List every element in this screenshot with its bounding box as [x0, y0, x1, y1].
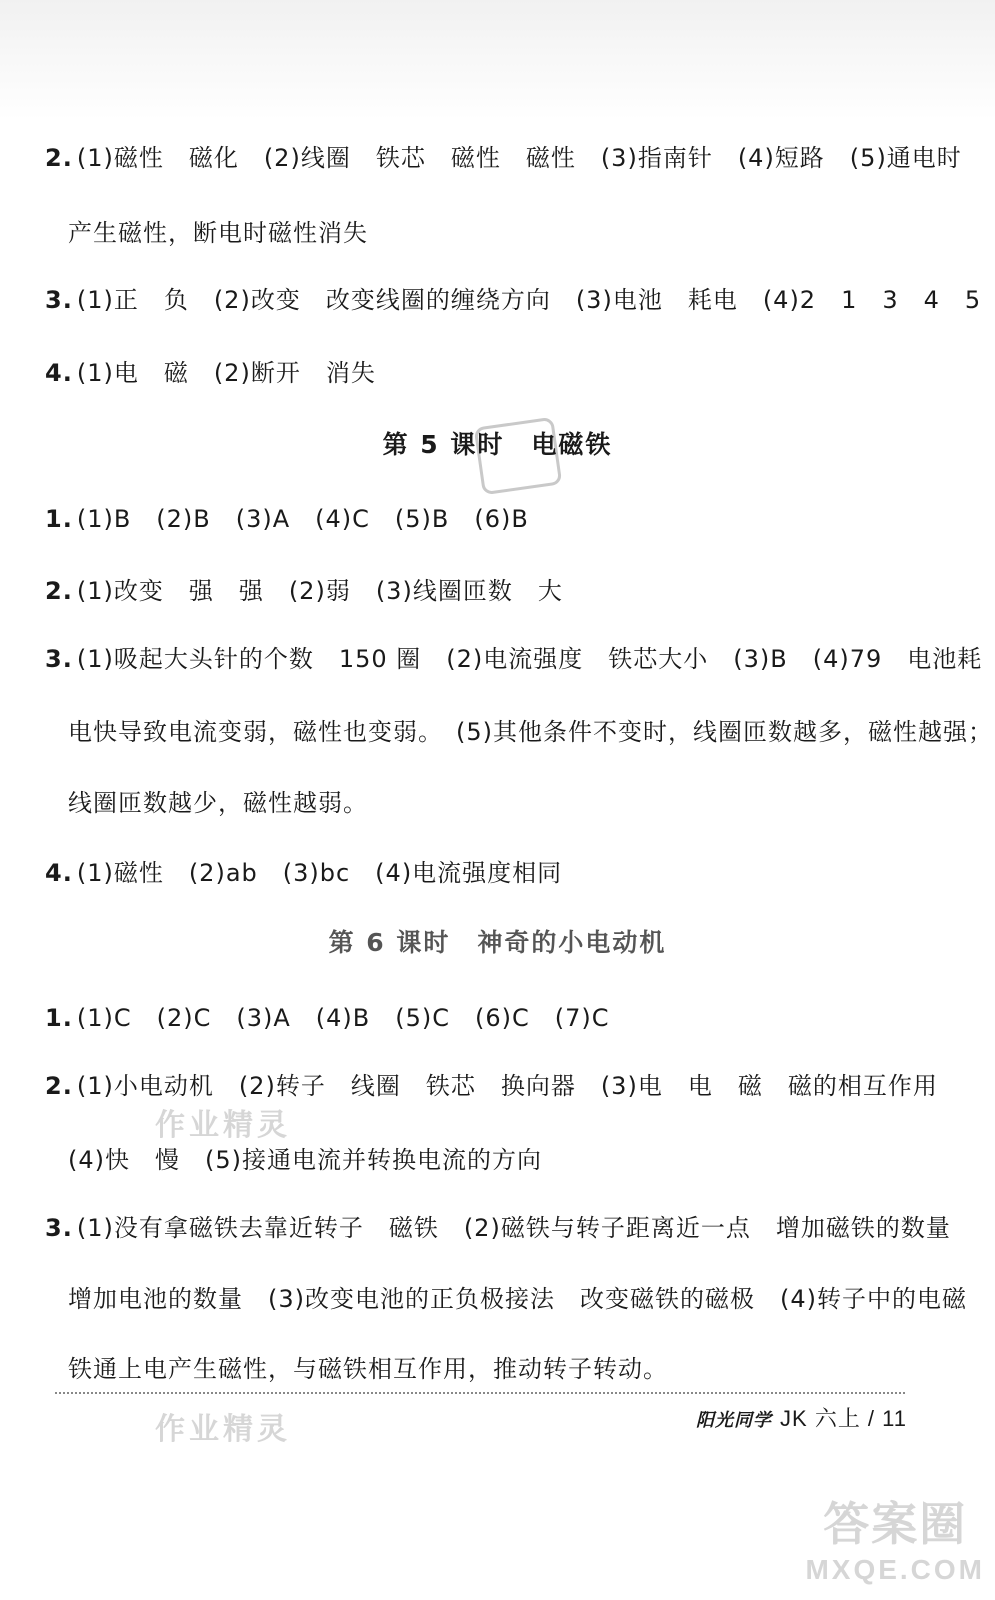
scan-shade — [0, 0, 995, 120]
answer-line: 2. (1)改变 强 强 (2)弱 (3)线圈匝数 大 — [45, 577, 563, 605]
page-number: JK 六上 / 11 — [780, 1406, 907, 1431]
brand-logo: 阳光同学 — [696, 1410, 773, 1430]
answer-line-continued: 电快导致电流变弱，磁性也变弱。 (5)其他条件不变时，线圈匝数越多，磁性越强； — [68, 718, 993, 746]
answer-line-continued: 增加电池的数量 (3)改变电池的正负极接法 改变磁铁的磁极 (4)转子中的电磁 — [68, 1285, 967, 1313]
answer-line: 3. (1)没有拿磁铁去靠近转子 磁铁 (2)磁铁与转子距离近一点 增加磁铁的数量 — [45, 1214, 951, 1242]
answer-line: 1. (1)B (2)B (3)A (4)C (5)B (6)B — [45, 505, 529, 533]
answer-line: 4. (1)磁性 (2)ab (3)bc (4)电流强度相同 — [45, 859, 563, 887]
answer-line-continued: 产生磁性，断电时磁性消失 — [68, 219, 368, 247]
answer-line: 3. (1)正 负 (2)改变 改变线圈的缠绕方向 (3)电池 耗电 (4)2 1 3 4 5 — [45, 286, 982, 314]
watermark-text: 作业精灵 — [155, 1412, 291, 1447]
footer-divider — [55, 1392, 905, 1394]
page-footer — [696, 1402, 907, 1433]
site-watermark-cn: 答案圈 — [823, 1497, 968, 1551]
watermark-text: 作业精灵 — [155, 1108, 291, 1143]
section-title-lesson6: 第 6 课时 神奇的小电动机 — [328, 928, 667, 957]
answer-line: 1. (1)C (2)C (3)A (4)B (5)C (6)C (7)C — [45, 1004, 610, 1032]
answer-line: 2. (1)小电动机 (2)转子 线圈 铁芯 换向器 (3)电 电 磁 磁的相互作用 — [45, 1072, 938, 1100]
answer-line: 2. (1)磁性 磁化 (2)线圈 铁芯 磁性 磁性 (3)指南针 (4)短路 (5)通电时 — [45, 144, 962, 172]
answer-line: 3. (1)吸起大头针的个数 150 圈 (2)电流强度 铁芯大小 (3)B (4)79 电池耗 — [45, 645, 983, 673]
section-title-lesson5: 第 5 课时 电磁铁 — [382, 430, 613, 459]
site-watermark — [805, 1488, 985, 1586]
site-watermark-url: MXQE.COM — [805, 1554, 985, 1585]
answer-line-continued: 线圈匝数越少，磁性越弱。 — [68, 789, 368, 817]
answer-line-continued: (4)快 慢 (5)接通电流并转换电流的方向 — [68, 1146, 542, 1174]
answer-line: 4. (1)电 磁 (2)断开 消失 — [45, 359, 376, 387]
answer-line-continued: 铁通上电产生磁性，与磁铁相互作用，推动转子转动。 — [68, 1355, 668, 1383]
